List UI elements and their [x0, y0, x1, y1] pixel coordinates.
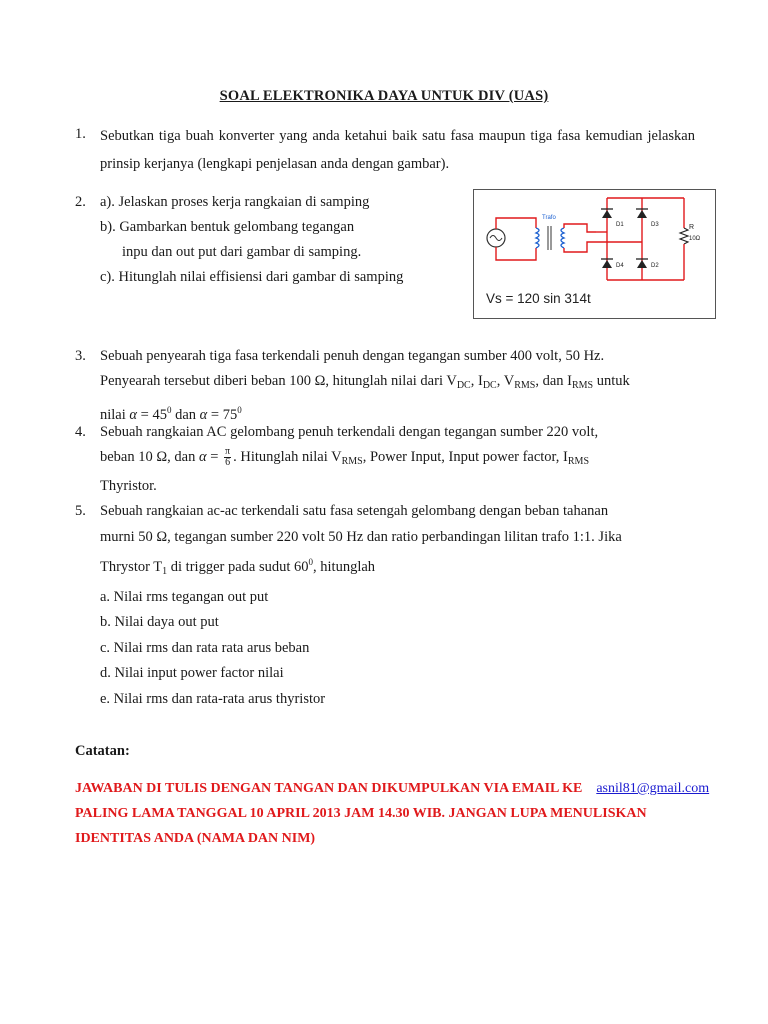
- question-4: [75, 420, 695, 499]
- diode-d1-label: D1: [616, 222, 624, 228]
- resistor-value: 10Ω: [689, 236, 701, 242]
- diode-d2-label: D2: [651, 263, 659, 269]
- diode-d4-icon: [601, 259, 613, 268]
- question-4-line2: beban 10 Ω, dan α = $\frac{\pi}{6}$ . Hitunglah nilai $V_{RMS}$, Power Input, Input power factor, $I_{RMS}$: [100, 446, 590, 469]
- note-text: [75, 776, 715, 851]
- question-5-item-a: a. Nilai rms tegangan out put: [100, 588, 269, 605]
- note-line-2: PALING LAMA TANGGAL 10 APRIL 2013 JAM 14.30 WIB. JANGAN LUPA MENULISKAN: [75, 806, 647, 821]
- question-2b-cont: inpu dan out put dari gambar di samping.: [122, 244, 362, 260]
- question-5-line2: murni 50 Ω, tegangan sumber 220 volt 50 Hz dan ratio perbandingan lilitan trafo 1:1. Jika: [100, 528, 622, 545]
- question-2a: a). Jelaskan proses kerja rangkaian di samping: [100, 194, 370, 210]
- circuit-diagram: [473, 189, 716, 319]
- question-2c: c). Hitunglah nilai effisiensi dari gambar di samping: [100, 269, 404, 285]
- question-5-item-e: e. Nilai rms dan rata-rata arus thyristor: [100, 690, 326, 707]
- question-number: 4.: [75, 424, 86, 440]
- question-5-item-d: d. Nilai input power factor nilai: [100, 665, 284, 681]
- question-3-line3: nilai $\alpha = 45^0$ dan $\alpha = 75^0$: [100, 405, 242, 423]
- diode-d2-icon: [636, 259, 648, 268]
- trafo-secondary-coil: [561, 228, 564, 248]
- resistor-icon: [680, 228, 688, 244]
- resistor-label: R: [689, 224, 695, 231]
- question-number: 2.: [75, 194, 86, 210]
- question-5-item-b: b. Nilai daya out put: [100, 614, 219, 630]
- fraction-pi-over-6: $\frac{\pi}{6}$: [225, 446, 231, 469]
- trafo-primary-coil: [536, 228, 539, 248]
- trafo-label: Trafo: [542, 215, 556, 221]
- email-link[interactable]: asnil81@gmail.com: [596, 781, 710, 796]
- note-label: Catatan:: [75, 743, 130, 759]
- page-title: SOAL ELEKTRONIKA DAYA UNTUK DIV (UAS): [219, 88, 549, 104]
- question-3-line2: Penyearah tersebut diberi beban 100 Ω, hitunglah nilai dari $V_{DC}$, $I_{DC}$, $V_{RMS}$, dan $I_{RMS}$ untuk: [100, 373, 630, 391]
- question-number: 3.: [75, 348, 86, 364]
- question-number: 5.: [75, 503, 86, 519]
- question-text: Sebutkan tiga buah konverter yang anda ketahui baik satu fasa maupun tiga fasa kemudian jelaskan prinsip kerjanya (lengkapi penjelasan anda dengan gambar).: [100, 128, 695, 172]
- note-line-3: IDENTITAS ANDA (NAMA DAN NIM): [75, 831, 316, 846]
- diode-d3-label: D3: [651, 222, 659, 228]
- question-3: [75, 344, 695, 428]
- sine-wave-icon: [490, 236, 502, 241]
- question-1: [75, 122, 695, 178]
- circuit-caption: Vs = 120 sin 314t: [486, 291, 591, 306]
- question-5-line3: Thrystor $T_1$ di trigger pada sudut $60^0$, hitunglah: [100, 557, 376, 577]
- diode-d3-icon: [636, 209, 648, 218]
- question-4-line3: Thyristor.: [100, 478, 157, 494]
- diode-d1-icon: [601, 209, 613, 218]
- question-5-item-c: c. Nilai rms dan rata rata arus beban: [100, 639, 310, 656]
- question-5: [75, 499, 695, 712]
- diode-d4-label: D4: [616, 263, 624, 269]
- question-3-line1: Sebuah penyearah tiga fasa terkendali penuh dengan tegangan sumber 400 volt, 50 Hz.: [100, 348, 605, 364]
- question-2b: b). Gambarkan bentuk gelombang tegangan: [100, 219, 355, 235]
- question-4-line1: Sebuah rangkaian AC gelombang penuh terkendali dengan tegangan sumber 220 volt,: [100, 424, 599, 440]
- question-number: 1.: [75, 126, 86, 142]
- question-5-line1: Sebuah rangkaian ac-ac terkendali satu fasa setengah gelombang dengan beban tahanan: [100, 503, 609, 519]
- note-line-1: JAWABAN DI TULIS DENGAN TANGAN DAN DIKUMPULKAN VIA EMAIL KE asnil81@gmail.com: [75, 781, 710, 796]
